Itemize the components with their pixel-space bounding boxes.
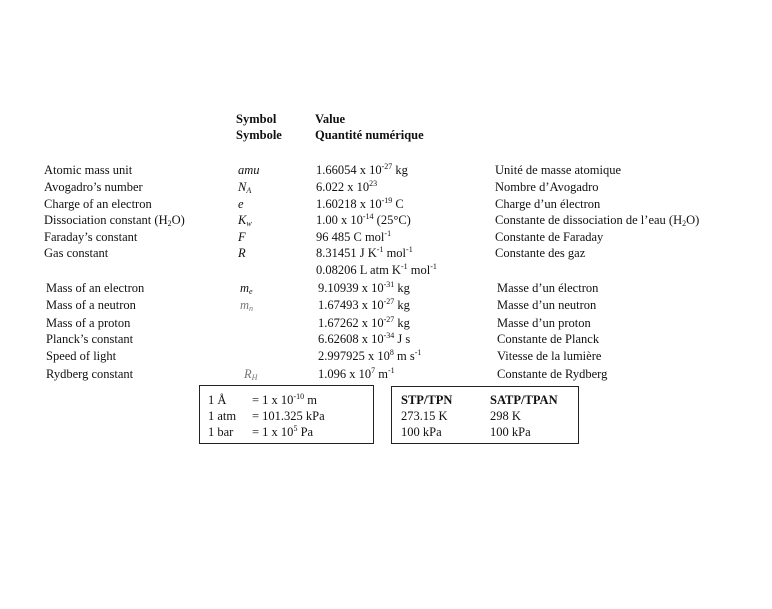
stp-header: STP/TPN <box>401 393 453 407</box>
row-symbol: R <box>238 246 246 260</box>
row-label-fr: Constante des gaz <box>495 246 586 260</box>
symbol-header-fr: Symbole <box>236 128 282 142</box>
row-value: 1.67262 x $10^{-27}$ kg <box>318 315 410 330</box>
satp-header: SATP/TPAN <box>490 393 558 407</box>
row-label-fr: Masse d’un électron <box>497 281 599 295</box>
row-label-fr: Charge d’un électron <box>495 197 601 211</box>
row-symbol: $N_A$ <box>238 180 252 195</box>
row-label-fr: Masse d’un neutron <box>497 298 597 312</box>
row-label-en: Mass of an electron <box>46 281 145 295</box>
row-label-fr: Vitesse de la lumière <box>497 349 602 363</box>
row-symbol: $K_w$ <box>238 213 252 228</box>
row-label-en: Gas constant <box>44 246 109 260</box>
row-label-fr: Masse d’un proton <box>497 316 591 330</box>
row-label-en: Faraday’s constant <box>44 230 138 244</box>
stp-pressure: 100 kPa <box>401 425 442 439</box>
row-label-en: Rydberg constant <box>46 367 134 381</box>
row-value: 9.10939 x $10^{-31}$ kg <box>318 280 410 295</box>
row-value: 1.60218 x $10^{-19}$ C <box>316 196 404 211</box>
satp-pressure: 100 kPa <box>490 425 531 439</box>
unit-name: 1 atm <box>208 409 237 423</box>
symbol-header-en: Symbol <box>236 112 277 126</box>
row-label-en: Atomic mass unit <box>44 163 133 177</box>
row-label-fr: Constante de Rydberg <box>497 367 608 381</box>
row-label-en: Dissociation constant $(H_2O)$ <box>44 213 185 228</box>
row-symbol: amu <box>238 163 260 177</box>
row-value: 8.31451 J $K^{-1}$ mol$^{-1}$ <box>316 245 413 260</box>
row-symbol: F <box>238 230 246 244</box>
value-header-en: Value <box>315 112 346 126</box>
row-value: 2.997925 x $10^8$ m $s^{-1}$ <box>318 348 422 363</box>
row-symbol: $m_e$ <box>240 281 253 296</box>
row-symbol: e <box>238 197 244 211</box>
stp-temperature: 273.15 K <box>401 409 448 423</box>
row-value: 1.00 x $10^{-14}$ (25°C) <box>316 212 411 227</box>
value-header-fr: Quantité numérique <box>315 128 424 142</box>
row-value: 1.67493 x $10^{-27}$ kg <box>318 297 410 312</box>
row-label-fr: Nombre d’Avogadro <box>495 180 599 194</box>
row-label-en: Planck’s constant <box>46 332 134 346</box>
unit-name: 1 bar <box>208 425 234 439</box>
row-symbol: $m_n$ <box>240 298 254 313</box>
row-label-fr: Unité de masse atomique <box>495 163 622 177</box>
satp-temperature: 298 K <box>490 409 521 423</box>
unit-name: 1 Å <box>208 393 227 407</box>
row-value: 1.096 x $10^7$ $m^{-1}$ <box>318 366 395 381</box>
row-value: 1.66054 x $10^{-27}$ kg <box>316 162 408 177</box>
row-label-fr: Constante de Faraday <box>495 230 604 244</box>
row-value: 0.08206 L atm $K^{-1}$ mol$^{-1}$ <box>316 262 437 277</box>
row-value: 6.022 x $10^{23}$ <box>316 179 378 194</box>
row-label-fr: Constante de Planck <box>497 332 600 346</box>
row-value: 96 485 C mol$^{-1}$ <box>316 229 392 244</box>
row-symbol: $R_H$ <box>244 367 258 382</box>
row-label-en: Charge of an electron <box>44 197 152 211</box>
row-label-en: Avogadro’s number <box>44 180 143 194</box>
row-value: 6.62608 x $10^{-34}$ J s <box>318 331 411 346</box>
row-label-en: Speed of light <box>46 349 117 363</box>
row-label-en: Mass of a proton <box>46 316 131 330</box>
unit-equivalent: = 1 x $10^{-10}$ m <box>252 392 317 407</box>
unit-equivalent: = 1 x $10^5$ Pa <box>252 424 314 439</box>
row-label-fr: Constante de dissociation de l’eau $(H_2O)$ <box>495 213 700 228</box>
unit-equivalent: = 101.325 kPa <box>252 409 325 423</box>
row-label-en: Mass of a neutron <box>46 298 136 312</box>
